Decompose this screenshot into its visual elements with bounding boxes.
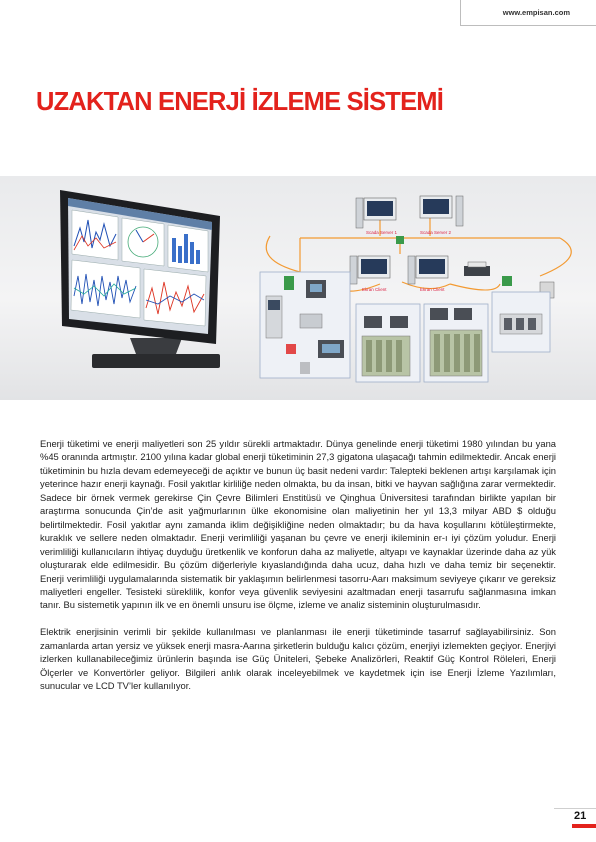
client-label-1: Ekran Client (362, 287, 387, 292)
system-diagram (0, 176, 596, 400)
page-number: 21 (574, 810, 587, 822)
server-workstations (356, 196, 463, 244)
server-label-2: Scada Server 2 (420, 230, 452, 235)
client-label-2: Ekran Client (420, 287, 445, 292)
far-right-device-panel (492, 292, 550, 352)
right-device-panel (424, 304, 488, 382)
system-illustration (0, 176, 596, 400)
paragraph-1: Enerji tüketimi ve enerji maliyetleri son 25 yıldır sürekli artmaktadır. Dünya genelinde enerji tüketimi 1980 yılından bu yana %45 oranında artmıştır. 2100 yılına kadar global enerji tüketiminin 27,3 gigatona ulaşacağı tahmin edilmektedir. Ancak enerji tüketiminin bu hızla devam edemeyeceği de açıktır ve bunun üç basit nedeni vardır: Talepteki beklenen artışı karşılamak için yeterince hazır enerji kaynağı. Fosil yakıtlar kirliliğe neden olmakta, bu da insan, bitki ve hayvan sağlığına zarar vermektedir. Sadece bir örnek vermek gerekirse Çin Çevre Bilimleri Enstitüsü ve Qinghua Üniversitesi tarafından birlikte yapılan bir araştırma sonucunda Çin’de asit yağmurlarının ülke ekonomisine olan maliyetinin her yıl 13,3 milyar ABD $ olduğu belirtilmektedir. Fosil yakıtlar aynı zamanda iklim değişikliğine neden olmaktadır; bu da hava koşullarını kötüleştirmekte, kuraklık ve sellere neden olmaktadır. Enerji verimliliği yaşanan bu çevre ve enerji ikileminin er-ı iyi çözüm yoludur. Enerji verimliliği kullanıcıların ihtiyaç duyduğu üretkenlik ve konforun daha az maliyetle, altyapı ve kaynaklar üzerinde daha az yük oluşturarak elde edilmesidir. Bu çözüm diğerleriyle kıyaslandığında daha ucuz, daha hızlı ve daha temiz bir seçenektir. Enerji verimliliği uygulamalarında sistematik bir yaklaşımın belirlenmesi tasorru-Aarı maksimum seviyeye çıkarır ve gereksiz maliyetleri engeller. Tesisteki süreklilik, konfor veya güvenlik seviyesini azaltmadan enerji tasarrufu sağlanmasına imkan tanır. Bu sistemetik yapının ilk ve en önemli unsuru ise ölçme, izleme ve analiz sisteminin oluşturulmasıdır. (40, 438, 556, 611)
website-url[interactable]: www.empisan.com (502, 8, 570, 17)
page-number-accent (572, 824, 596, 828)
middle-device-panel (356, 304, 420, 382)
monitor-illustration (60, 190, 220, 368)
server-label-1: Scada Server 1 (366, 230, 398, 235)
left-device-panel (260, 272, 350, 378)
article-body (40, 437, 556, 706)
paragraph-2: Elektrik enerjisinin verimli bir şekilde kullanılması ve planlanması ile enerji tüketiminde tasarruf sağlayabilirsiniz. Son zamanlarda artan yersiz ve yüksek enerji masra-Aarına şirketlerin bulduğu kalıcı çözüm, enerjiyi izlemekten geçiyor. Enerjiyi izlerken kullanabileceğimiz ürünlerin başında ise Güç Üniteleri, Şebeke Analizörleri, Reaktif Güç Kontrol Röleleri, Enerji Ölçerler ve Konvertörler geliyor. Bilgileri anlık olarak inceleyebilmek ve kaydetmek için ise Enerji İzleme Yazılımları, sunucular ve LCD TV’ler kullanılıyor. (40, 626, 556, 692)
page-title: UZAKTAN ENERJİ İZLEME SİSTEMİ (36, 88, 444, 116)
